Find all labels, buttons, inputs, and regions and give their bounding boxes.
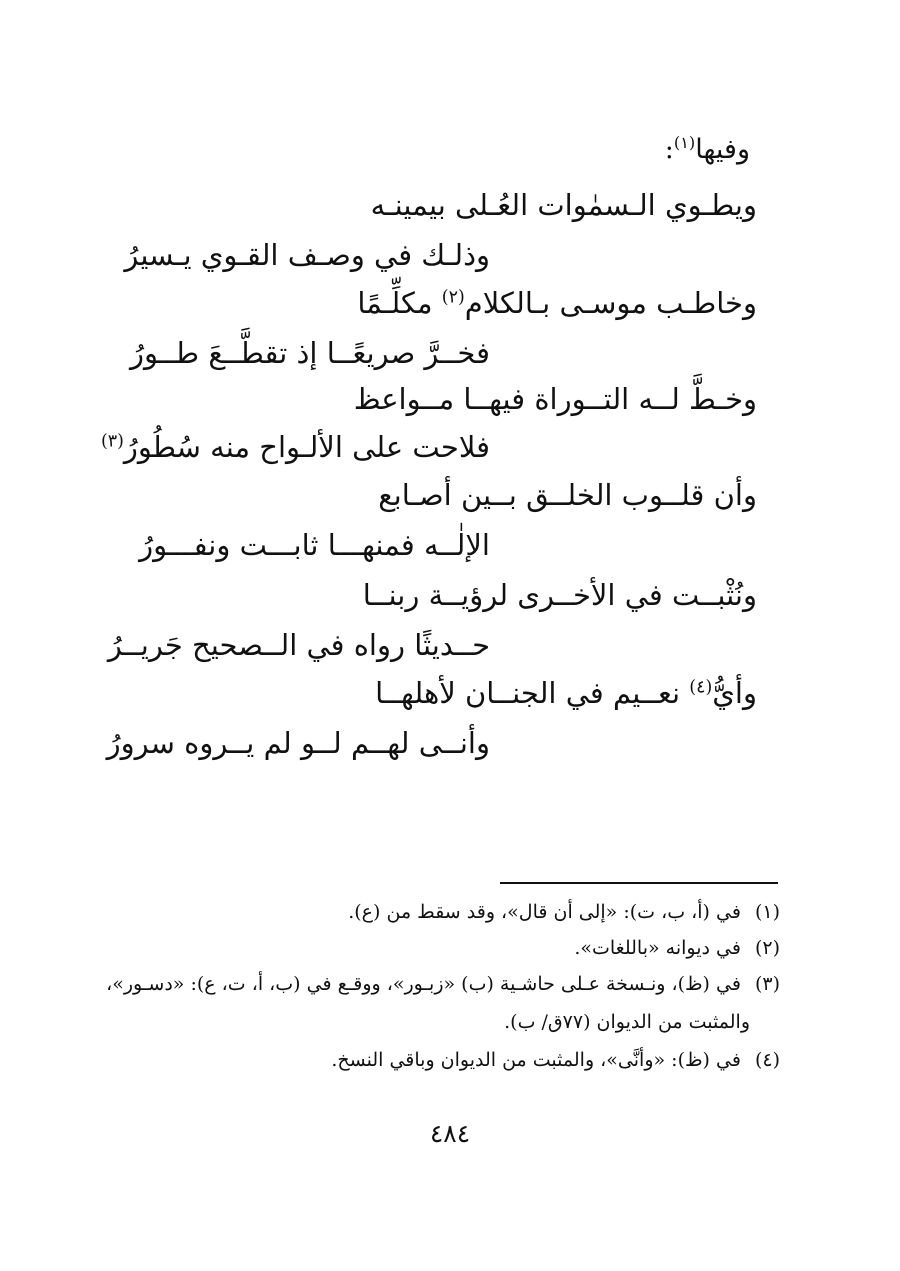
footnote-number: (٣) bbox=[754, 973, 780, 995]
verse-text-tail: نعــيم في الجنــان لأهلهــا bbox=[375, 676, 690, 710]
footnote-4 bbox=[100, 1046, 780, 1075]
footnote-1 bbox=[100, 898, 780, 927]
footnote-ref-2: (٢) bbox=[441, 287, 465, 308]
footnote-number: (٢) bbox=[754, 937, 780, 959]
verse-text: وأن قلــوب الخلــق بــين أصـابع bbox=[378, 478, 757, 512]
footnote-separator bbox=[500, 882, 778, 884]
verse-5-first-hemistich bbox=[363, 578, 757, 613]
intro-colon: : bbox=[664, 134, 674, 165]
verse-text: ويطـوي الـسمٰوات العُـلى بيمينـه bbox=[370, 188, 757, 222]
verse-text-tail: مكلِّـمًا bbox=[357, 286, 442, 320]
verse-text: وذلـك في وصـف القـوي يـسيرُ bbox=[124, 238, 490, 272]
footnote-ref-1: (١) bbox=[673, 133, 696, 152]
verse-text: فلاحت على الألـواح منه سُطُورُ bbox=[123, 430, 490, 464]
verse-4-first-hemistich bbox=[378, 478, 757, 513]
footnote-2 bbox=[100, 934, 780, 963]
verse-3-first-hemistich bbox=[354, 382, 757, 417]
footnote-text: في (ظ): «وأنَّى»، والمثبت من الديوان وباقي النسخ. bbox=[331, 1049, 741, 1071]
page-number: ٤٨٤ bbox=[429, 1119, 471, 1148]
verse-1-first-hemistich bbox=[371, 188, 757, 223]
verse-5-second-hemistich bbox=[108, 628, 490, 663]
verse-text: فخــرَّ صريعًــا إذ تقطَّــعَ طــورُ bbox=[130, 336, 490, 370]
footnote-ref-3: (٣) bbox=[100, 431, 124, 452]
verse-text: وأنــى لهــم لــو لم يــروه سرورُ bbox=[106, 726, 490, 760]
poem-intro bbox=[665, 133, 750, 165]
verse-1-second-hemistich bbox=[124, 238, 490, 273]
verse-4-second-hemistich bbox=[139, 528, 490, 563]
footnote-ref-4: (٤) bbox=[689, 677, 713, 698]
footnote-number: (١) bbox=[754, 901, 780, 923]
verse-text: وخاطـب موسـى بـالكلام bbox=[464, 286, 757, 320]
verse-text: وأيُّ bbox=[712, 676, 757, 710]
footnote-3-continuation: والمثبت من الديوان (٧٧ق/ ب). bbox=[504, 1011, 750, 1033]
footnote-text: في (أ، ب، ت): «إلى أن قال»، وقد سقط من (ع). bbox=[348, 901, 741, 923]
verse-2-first-hemistich bbox=[357, 286, 757, 321]
verse-6-first-hemistich bbox=[375, 676, 757, 711]
verse-text: ونُثْبــت في الأخــرى لرؤيــة ربنــا bbox=[362, 578, 757, 612]
footnote-number: (٤) bbox=[754, 1049, 780, 1071]
footnote-3 bbox=[100, 970, 780, 999]
verse-2-second-hemistich bbox=[130, 336, 490, 371]
verse-6-second-hemistich bbox=[107, 726, 490, 761]
footnote-text: في (ظ)، ونـسخة عـلى حاشـية (ب) «زبـور»، ووقـع في (ب، أ، ت، ع): «دسـور»، bbox=[106, 973, 741, 995]
verse-text: حــديثًا رواه في الــصحيح جَريــرُ bbox=[107, 628, 490, 662]
verse-text: الإلٰــه فمنهـــا ثابـــت ونفـــورُ bbox=[139, 528, 490, 562]
footnote-text: في ديوانه «باللغات». bbox=[574, 937, 741, 959]
verse-3-second-hemistich bbox=[101, 430, 490, 465]
intro-text: وفيها bbox=[695, 134, 750, 165]
verse-text: وخـطَّ لــه التــوراة فيهــا مــواعظ bbox=[353, 382, 757, 416]
